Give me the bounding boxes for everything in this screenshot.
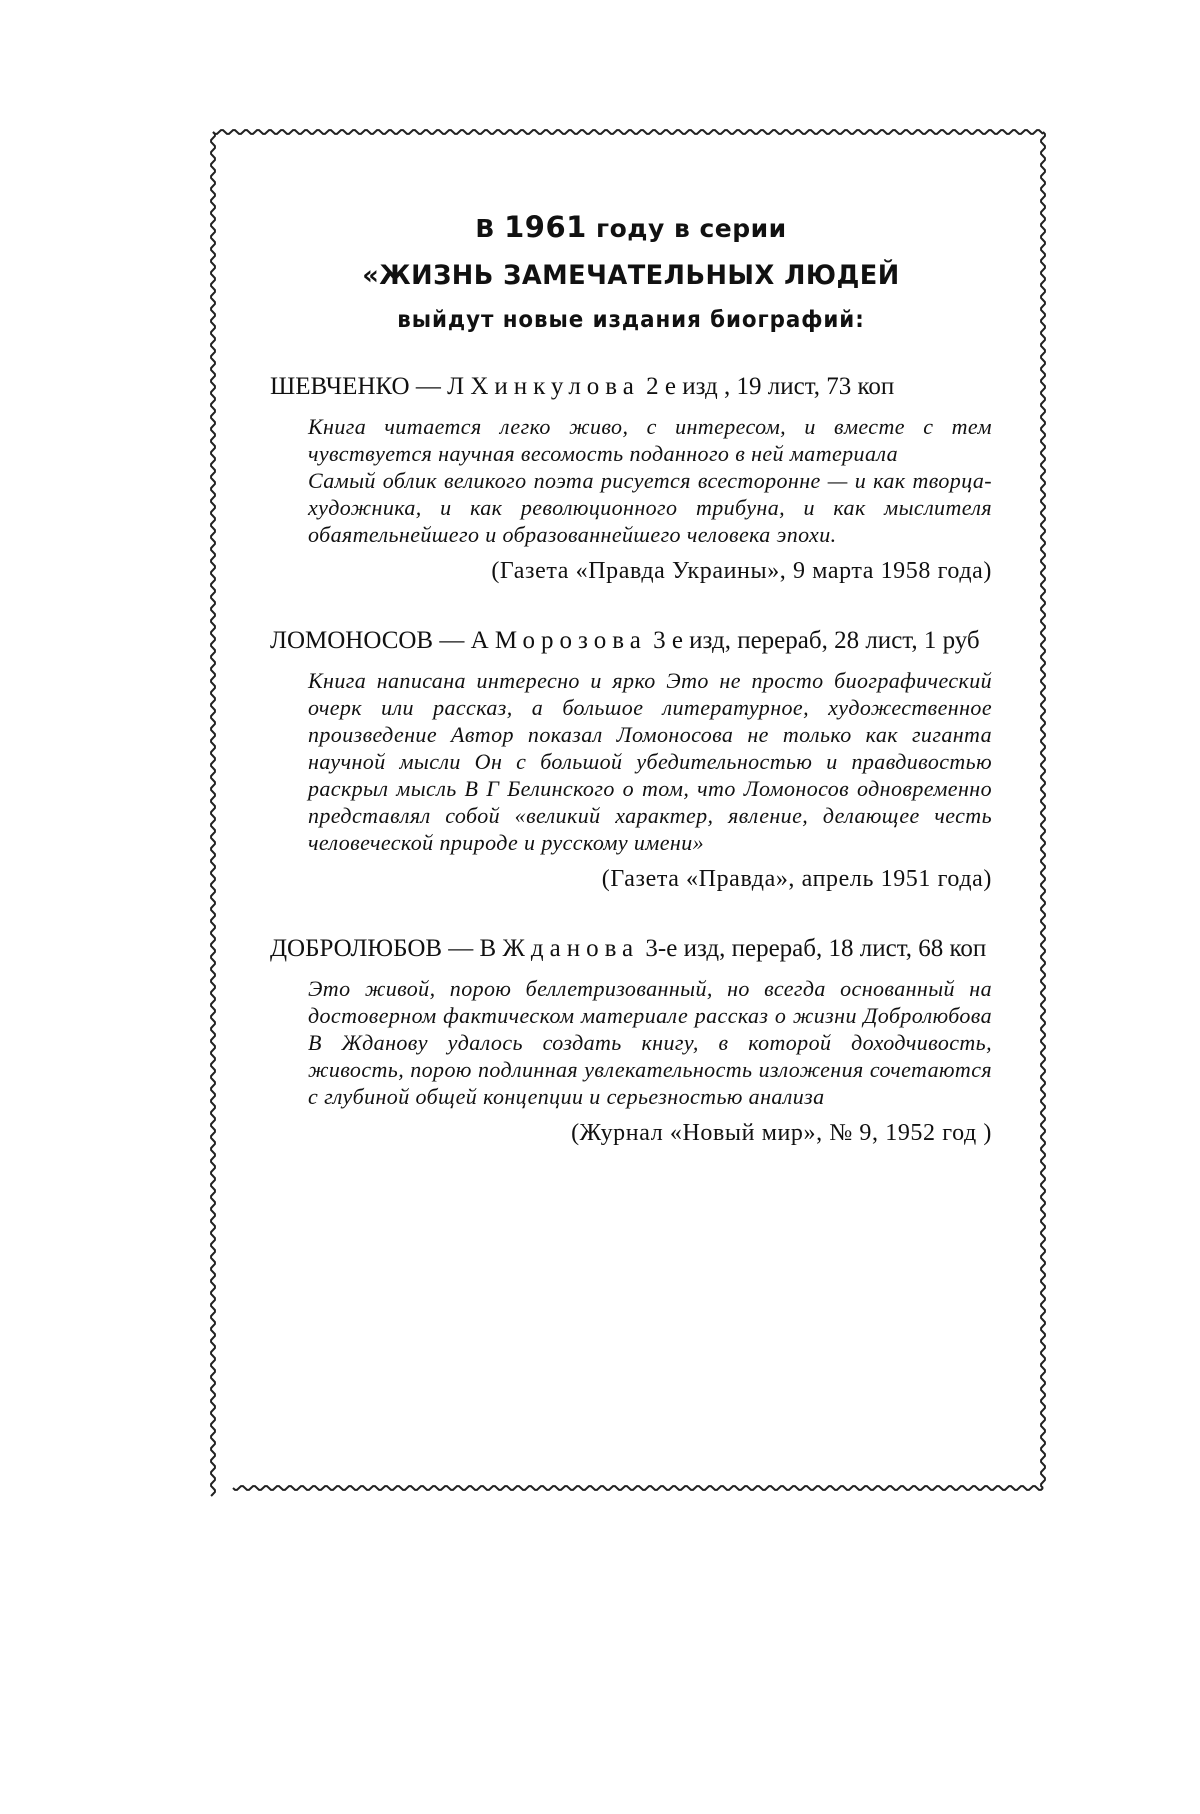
- entry-subject: ШЕВЧЕНКО — Л: [270, 373, 464, 400]
- entry-review: [308, 413, 992, 548]
- heading-year: 1961: [504, 210, 587, 244]
- entry-source: (Газета «Правда», апрель 1951 года): [270, 866, 992, 893]
- entry-details: 2 е изд , 19 лист, 73 коп: [646, 373, 894, 400]
- entry-author: Морозова: [495, 627, 647, 654]
- review-paragraph: Это живой, порою беллетризованный, но всегда основанный на достоверном фактическом материале рассказ о жизни Добролюбова В Жданову удалось создать книгу, в которой доходчивость, живость, порою подлинная увлекательность изложения сочетаются с глубиной общей концепции и серьезностью анализа: [308, 975, 992, 1110]
- entry-details: 3 е изд, перераб, 28 лист, 1 руб: [653, 627, 980, 654]
- series-title: «ЖИЗНЬ ЗАМЕЧАТЕЛЬНЫХ ЛЮДЕЙ: [288, 260, 974, 291]
- review-paragraph: Книга читается легко живо, с интересом, и вместе с тем чувствуется научная весомость поданного в ней материала: [308, 413, 992, 467]
- book-entry-shevchenko: [270, 373, 992, 585]
- entry-subject: ДОБРОЛЮБОВ — В: [270, 935, 496, 962]
- book-entry-dobrolyubov: [270, 935, 992, 1147]
- announcement-heading: [270, 210, 992, 244]
- heading-suffix: году в серии: [596, 214, 787, 243]
- review-paragraph: Книга написана интересно и ярко Это не просто биографический очерк или рассказ, а большое литературное, художественное произведение Автор показал Ломоносова не только как гиганта научной мысли Он с большой убедительностью и правдивостью раскрыл мысль В Г Белинского о том, что Ломоносов одновременно представлял собой «великий характер, явление, делающее честь человеческой природе и русскому имени»: [308, 667, 992, 856]
- entry-details: 3-е изд, перераб, 18 лист, 68 коп: [645, 935, 986, 962]
- entry-source: (Газета «Правда Украины», 9 марта 1958 года): [270, 558, 992, 585]
- advertisement-content: [270, 210, 992, 1147]
- book-entry-lomonosov: [270, 627, 992, 893]
- entry-author: Хинкулова: [470, 373, 640, 400]
- entry-heading: [270, 373, 992, 401]
- entry-author: Жданова: [502, 935, 639, 962]
- entry-subject: ЛОМОНОСОВ — А: [270, 627, 489, 654]
- frame-top-edge: [213, 130, 1043, 134]
- frame-bottom-edge: [233, 1486, 1043, 1490]
- entry-source: (Журнал «Новый мир», № 9, 1952 год ): [270, 1120, 992, 1147]
- entry-review: [308, 667, 992, 856]
- entry-heading: [270, 935, 992, 963]
- frame-right-edge: [1041, 132, 1045, 1488]
- review-paragraph: Самый облик великого поэта рисуется всесторонне — и как творца-художника, и как революционного трибуна, и как мыслителя обаятельнейшего и образованнейшего человека эпохи.: [308, 467, 992, 548]
- heading-prefix: В: [475, 214, 495, 243]
- announcement-subheading: выйдут новые издания биографий:: [295, 307, 966, 333]
- entry-heading: [270, 627, 992, 655]
- frame-left-edge: [211, 132, 215, 1496]
- entry-review: [308, 975, 992, 1110]
